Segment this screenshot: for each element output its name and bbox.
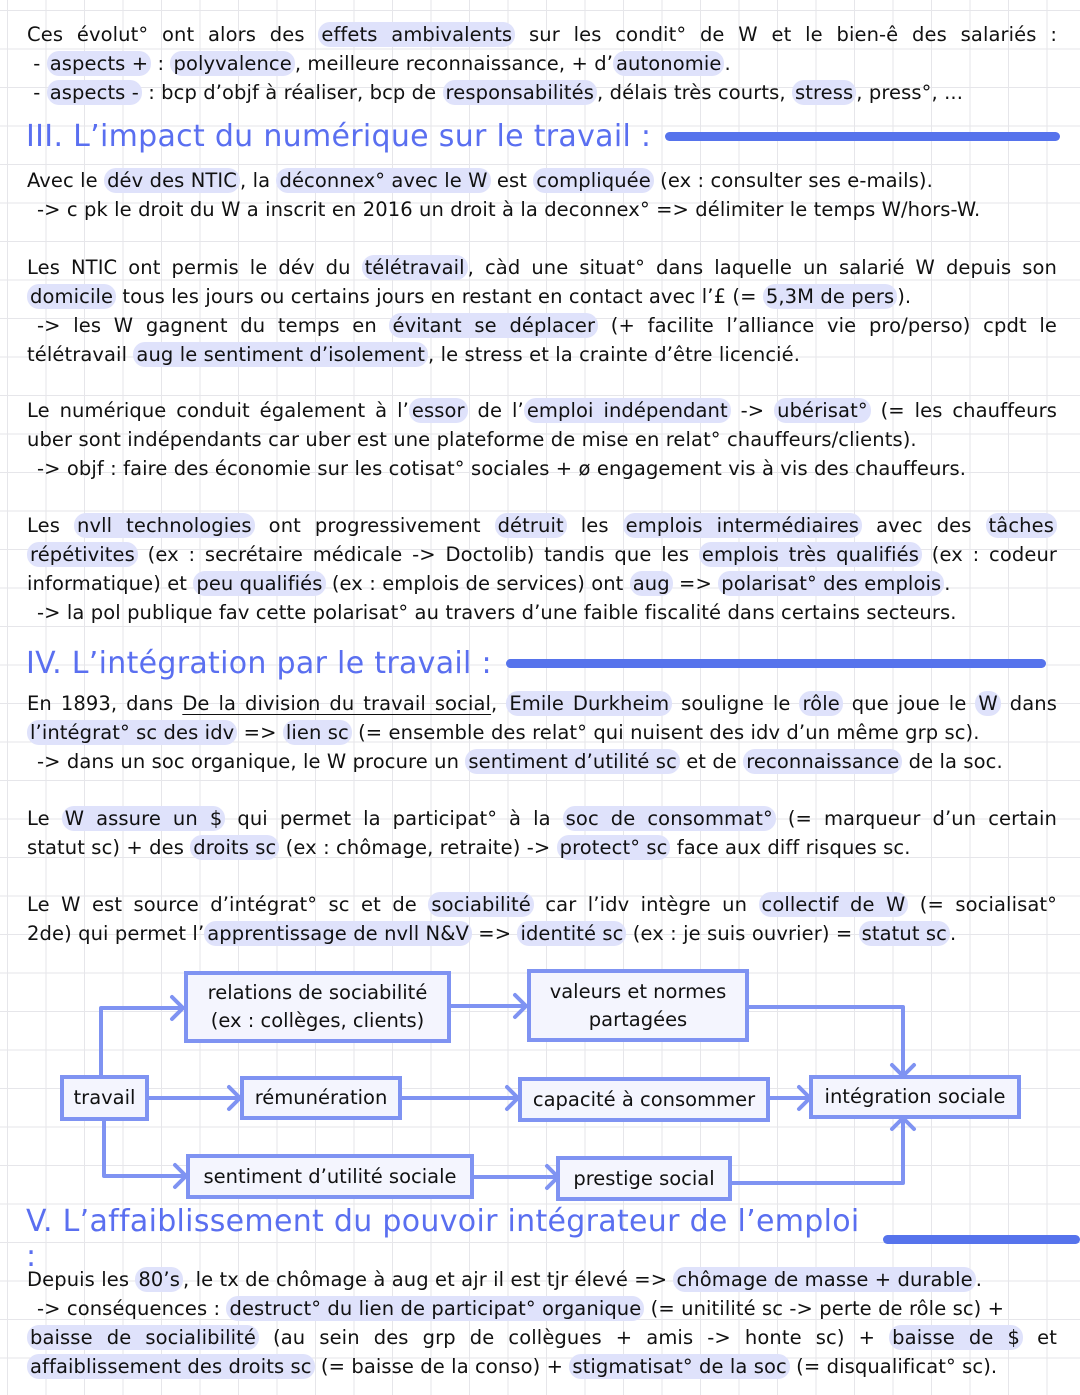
text-line: informatique) et peu qualifiés (ex : emplois de services) ont aug => polarisat° des emplois .	[27, 572, 951, 595]
highlight: télétravail	[362, 255, 468, 280]
node-capacite-consommer: capacité à consommer	[518, 1077, 770, 1122]
highlight: reconnaissance	[743, 749, 902, 774]
highlight: lien sc	[283, 720, 352, 745]
node-label: partagées	[588, 1007, 688, 1031]
highlight: peu qualifiés	[193, 571, 325, 596]
highlight: collectif de W	[759, 892, 909, 917]
text-line: -> dans un soc organique, le W procure un sentiment d’utilité sc et de reconnaissance de la soc.	[37, 750, 1003, 773]
text-line: Ces évolut° ont alors des effets ambivalents sur les condit° de W et le bien-ê des salariés :	[27, 23, 1057, 46]
highlight: déconnex° avec le W	[276, 168, 490, 193]
text-line: statut sc) + des droits sc (ex : chômage, retraite) -> protect° sc face aux diff risques sc.	[27, 836, 911, 859]
node-relations-sociabilite	[184, 971, 451, 1043]
highlight: baisse de $	[889, 1325, 1023, 1350]
highlight: nvll technologies	[74, 513, 255, 538]
highlight: emplois intermédiaires	[623, 513, 862, 538]
text-line: Les NTIC ont permis le dév du télétravail , càd une situat° dans laquelle un salarié W depuis son	[27, 256, 1058, 279]
text-line: télétravail aug le sentiment d’isolement , le stress et la crainte d’être licencié.	[27, 343, 801, 366]
heading-underline-bar	[506, 659, 1046, 668]
node-sentiment-utilite: sentiment d’utilité sociale	[186, 1154, 474, 1199]
text-line: - aspects + : polyvalence , meilleure reconnaissance, + d’ autonomie .	[27, 52, 731, 75]
highlight: domicile	[27, 284, 116, 309]
highlight: tâches	[986, 513, 1057, 538]
highlight: destruct° du lien de participat° organique	[226, 1296, 644, 1321]
highlight: autonomie	[613, 51, 724, 76]
paragraph	[27, 511, 1057, 627]
highlight: baisse de socialibilité	[27, 1325, 259, 1350]
highlight: répétivites	[27, 542, 138, 567]
node-label: valeurs et normes	[549, 979, 727, 1003]
highlight: emplois très qualifiés	[699, 542, 922, 567]
highlight: compliquée	[533, 168, 654, 193]
intro-paragraph	[27, 20, 1057, 107]
paragraph	[27, 166, 1057, 224]
highlight: emploi indépendant	[524, 398, 731, 423]
section-heading-5	[26, 1204, 1080, 1274]
highlight: 80’s	[135, 1267, 183, 1292]
node-prestige-social: prestige social	[556, 1156, 732, 1201]
highlight: W assure un $	[62, 806, 226, 831]
text-line: l’intégrat° sc des idv => lien sc (= ensemble des relat° qui nuisent des idv d’un même grp sc).	[27, 718, 1057, 747]
text-line: En 1893, dans De la division du travail social, Emile Durkheim souligne le rôle que joue le W dans	[27, 692, 1057, 715]
text-line: répétivites (ex : secrétaire médicale -> Doctolib) tandis que les emplois très qualifiés (ex : codeur	[27, 540, 1057, 569]
text-line: Avec le dév des NTIC , la déconnex° avec le W est compliquée (ex : consulter ses e-mails).	[27, 169, 933, 192]
text-line: Le numérique conduit également à l’ essor de l’ emploi indépendant -> ubérisat° (= les chauffeurs	[27, 399, 1057, 422]
heading-title: V. L’affaiblissement du pouvoir intégrateur de l’emploi :	[26, 1204, 860, 1274]
highlight: aug le sentiment d’isolement	[133, 342, 428, 367]
highlight: identité sc	[517, 921, 626, 946]
node-travail: travail	[60, 1075, 149, 1121]
highlight: statut sc	[859, 921, 950, 946]
book-title: De la division du travail social	[182, 692, 492, 715]
highlight: aspects +	[47, 51, 151, 76]
paragraph	[27, 689, 1057, 776]
highlight: stigmatisat° de la soc	[569, 1354, 789, 1379]
highlight: stress	[792, 80, 856, 105]
highlight: chômage de masse + durable	[673, 1267, 975, 1292]
highlight: sociabilité	[428, 892, 534, 917]
highlight: essor	[409, 398, 468, 423]
paragraph	[27, 396, 1057, 483]
node-valeurs-normes	[527, 969, 749, 1042]
text-line: Le W assure un $ qui permet la participat° à la soc de consommat° (= marqueur d’un certain	[27, 807, 1057, 830]
text-line: -> la pol publique fav cette polarisat° au travers d’une faible fiscalité dans certains secteurs.	[37, 601, 957, 624]
highlight: 5,3M de pers	[763, 284, 897, 309]
text-line: Depuis les 80’s , le tx de chômage à aug et ajr il est tjr élevé => chômage de masse + durable .	[27, 1268, 982, 1291]
paragraph	[27, 804, 1057, 862]
node-remuneration: rémunération	[240, 1076, 402, 1120]
highlight: protect° sc	[557, 835, 671, 860]
paragraph	[27, 253, 1057, 369]
highlight: droits sc	[190, 835, 279, 860]
heading-title: III. L’impact du numérique sur le travail :	[26, 118, 652, 154]
highlight: ubérisat°	[774, 398, 871, 423]
highlight: soc de consommat°	[563, 806, 776, 831]
text-line: Le W est source d’intégrat° sc et de sociabilité car l’idv intègre un collectif de W (= socialisat°	[27, 893, 1058, 916]
section-heading-4	[26, 640, 1046, 686]
text-line: -> objf : faire des économie sur les cotisat° sociales + ø engagement vis à vis des chauffeurs.	[37, 457, 967, 480]
text-line: baisse de socialibilité (au sein des grp de collègues + amis -> honte sc) + baisse de $ et	[27, 1323, 1057, 1352]
text-line: Les nvll technologies ont progressivement détruit les emplois intermédiaires avec des tâches	[27, 511, 1057, 540]
highlight: responsabilités	[443, 80, 597, 105]
highlight: aug	[630, 571, 673, 596]
highlight: effets ambivalents	[318, 22, 515, 47]
highlight: affaiblissement des droits sc	[27, 1354, 315, 1379]
text-line: domicile tous les jours ou certains jours en restant en contact avec l’£ (= 5,3M de pers ).	[27, 282, 1057, 311]
highlight: évitant se déplacer	[389, 313, 598, 338]
highlight: sentiment d’utilité sc	[465, 749, 680, 774]
heading-underline-bar	[883, 1235, 1080, 1244]
highlight: polyvalence	[170, 51, 294, 76]
heading-title: IV. L’intégration par le travail :	[26, 645, 492, 681]
highlight: dév des NTIC	[104, 168, 240, 193]
text-line: -> les W gagnent du temps en évitant se déplacer (+ facilite l’alliance vie pro/perso) cpdt le	[37, 314, 1057, 337]
text-line: 2de) qui permet l’ apprentissage de nvll N&V => identité sc (ex : je suis ouvrier) = statut sc .	[27, 922, 957, 945]
paragraph	[27, 890, 1057, 948]
text-line: -> conséquences : destruct° du lien de participat° organique (= unitilité sc -> perte de rôle sc) +	[37, 1297, 1005, 1320]
highlight: aspects -	[47, 80, 142, 105]
node-label: relations de sociabilité	[207, 981, 428, 1004]
section-heading-3	[26, 113, 1060, 159]
paragraph	[27, 1265, 1057, 1381]
node-integration-sociale: intégration sociale	[809, 1075, 1021, 1119]
highlight: Emile Durkheim	[506, 691, 672, 716]
highlight: W	[975, 691, 1000, 716]
text-line: -> c pk le droit du W a inscrit en 2016 un droit à la deconnex° => délimiter le temps W/hors-W.	[37, 198, 981, 221]
node-label: (ex : collèges, clients)	[210, 1009, 425, 1032]
highlight: détruit	[495, 513, 567, 538]
highlight: l’intégrat° sc des idv	[27, 720, 237, 745]
text-line: - aspects - : bcp d’objf à réaliser, bcp de responsabilités , délais très courts, stress , press°, ...	[27, 81, 963, 104]
highlight: rôle	[799, 691, 842, 716]
text-line: uber sont indépendants car uber est une plateforme de mise en relat° chauffeurs/clients).	[27, 428, 917, 451]
highlight: polarisat° des emplois	[718, 571, 944, 596]
highlight: apprentissage de nvll N&V	[204, 921, 472, 946]
heading-underline-bar	[665, 132, 1060, 141]
text-line: affaiblissement des droits sc (= baisse de la conso) + stigmatisat° de la soc (= disqualificat° sc).	[27, 1352, 1057, 1381]
